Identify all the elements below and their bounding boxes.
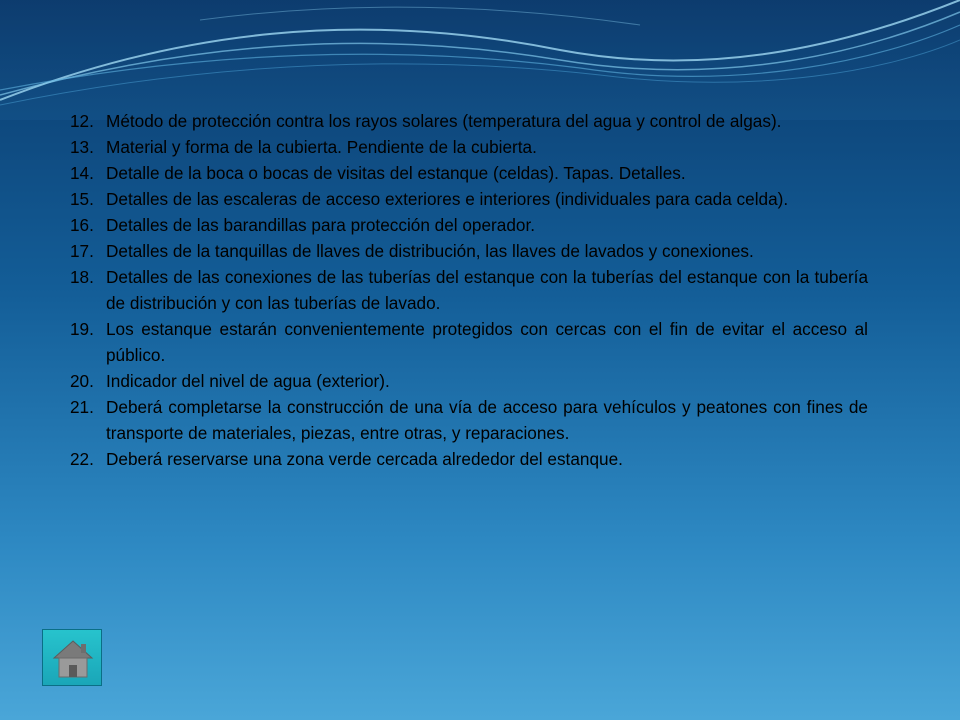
list-item-text: Los estanque estarán convenientemente protegidos con cercas con el fin de evitar el acceso al público. xyxy=(106,319,868,365)
list-item-number: 18. xyxy=(70,267,94,287)
list-item-text: Detalle de la boca o bocas de visitas del estanque (celdas). Tapas. Detalles. xyxy=(106,163,686,183)
list-item-text: Deberá reservarse una zona verde cercada alrededor del estanque. xyxy=(106,449,623,469)
list-item xyxy=(70,368,868,394)
list-item xyxy=(70,238,868,264)
list-item xyxy=(70,446,868,472)
list-item xyxy=(70,186,868,212)
list-item-text: Detalles de las barandillas para protección del operador. xyxy=(106,215,535,235)
list-item xyxy=(70,212,868,238)
list-item xyxy=(70,394,868,446)
list-item-text: Detalles de las conexiones de las tuberías del estanque con la tuberías del estanque con la tubería de distribución y con las tuberías de lavado. xyxy=(106,267,868,313)
list-item-text: Material y forma de la cubierta. Pendiente de la cubierta. xyxy=(106,137,537,157)
list-item xyxy=(70,108,868,134)
list-item-number: 17. xyxy=(70,241,94,261)
list-item-text: Indicador del nivel de agua (exterior). xyxy=(106,371,390,391)
list-item xyxy=(70,264,868,316)
slide-content xyxy=(70,108,868,472)
list-item-text: Detalles de la tanquillas de llaves de distribución, las llaves de lavados y conexiones. xyxy=(106,241,754,261)
list-item-text: Deberá completarse la construcción de una vía de acceso para vehículos y peatones con fines de transporte de materiales, piezas, entre otras, y reparaciones. xyxy=(106,397,868,443)
list-item-number: 12. xyxy=(70,111,94,131)
list-item-text: Detalles de las escaleras de acceso exteriores e interiores (individuales para cada celda). xyxy=(106,189,789,209)
list-item-number: 22. xyxy=(70,449,94,469)
list-item-number: 13. xyxy=(70,137,94,157)
home-icon xyxy=(51,638,95,680)
list-item-number: 14. xyxy=(70,163,94,183)
home-button[interactable] xyxy=(42,629,102,686)
list-item-number: 16. xyxy=(70,215,94,235)
decorative-wave-header xyxy=(0,0,960,120)
list-item xyxy=(70,316,868,368)
list-item-number: 19. xyxy=(70,319,94,339)
list-item-number: 15. xyxy=(70,189,94,209)
list-item xyxy=(70,160,868,186)
list-item-number: 20. xyxy=(70,371,94,391)
list-item-text: Método de protección contra los rayos solares (temperatura del agua y control de algas). xyxy=(106,111,782,131)
list-item-number: 21. xyxy=(70,397,94,417)
list-item xyxy=(70,134,868,160)
